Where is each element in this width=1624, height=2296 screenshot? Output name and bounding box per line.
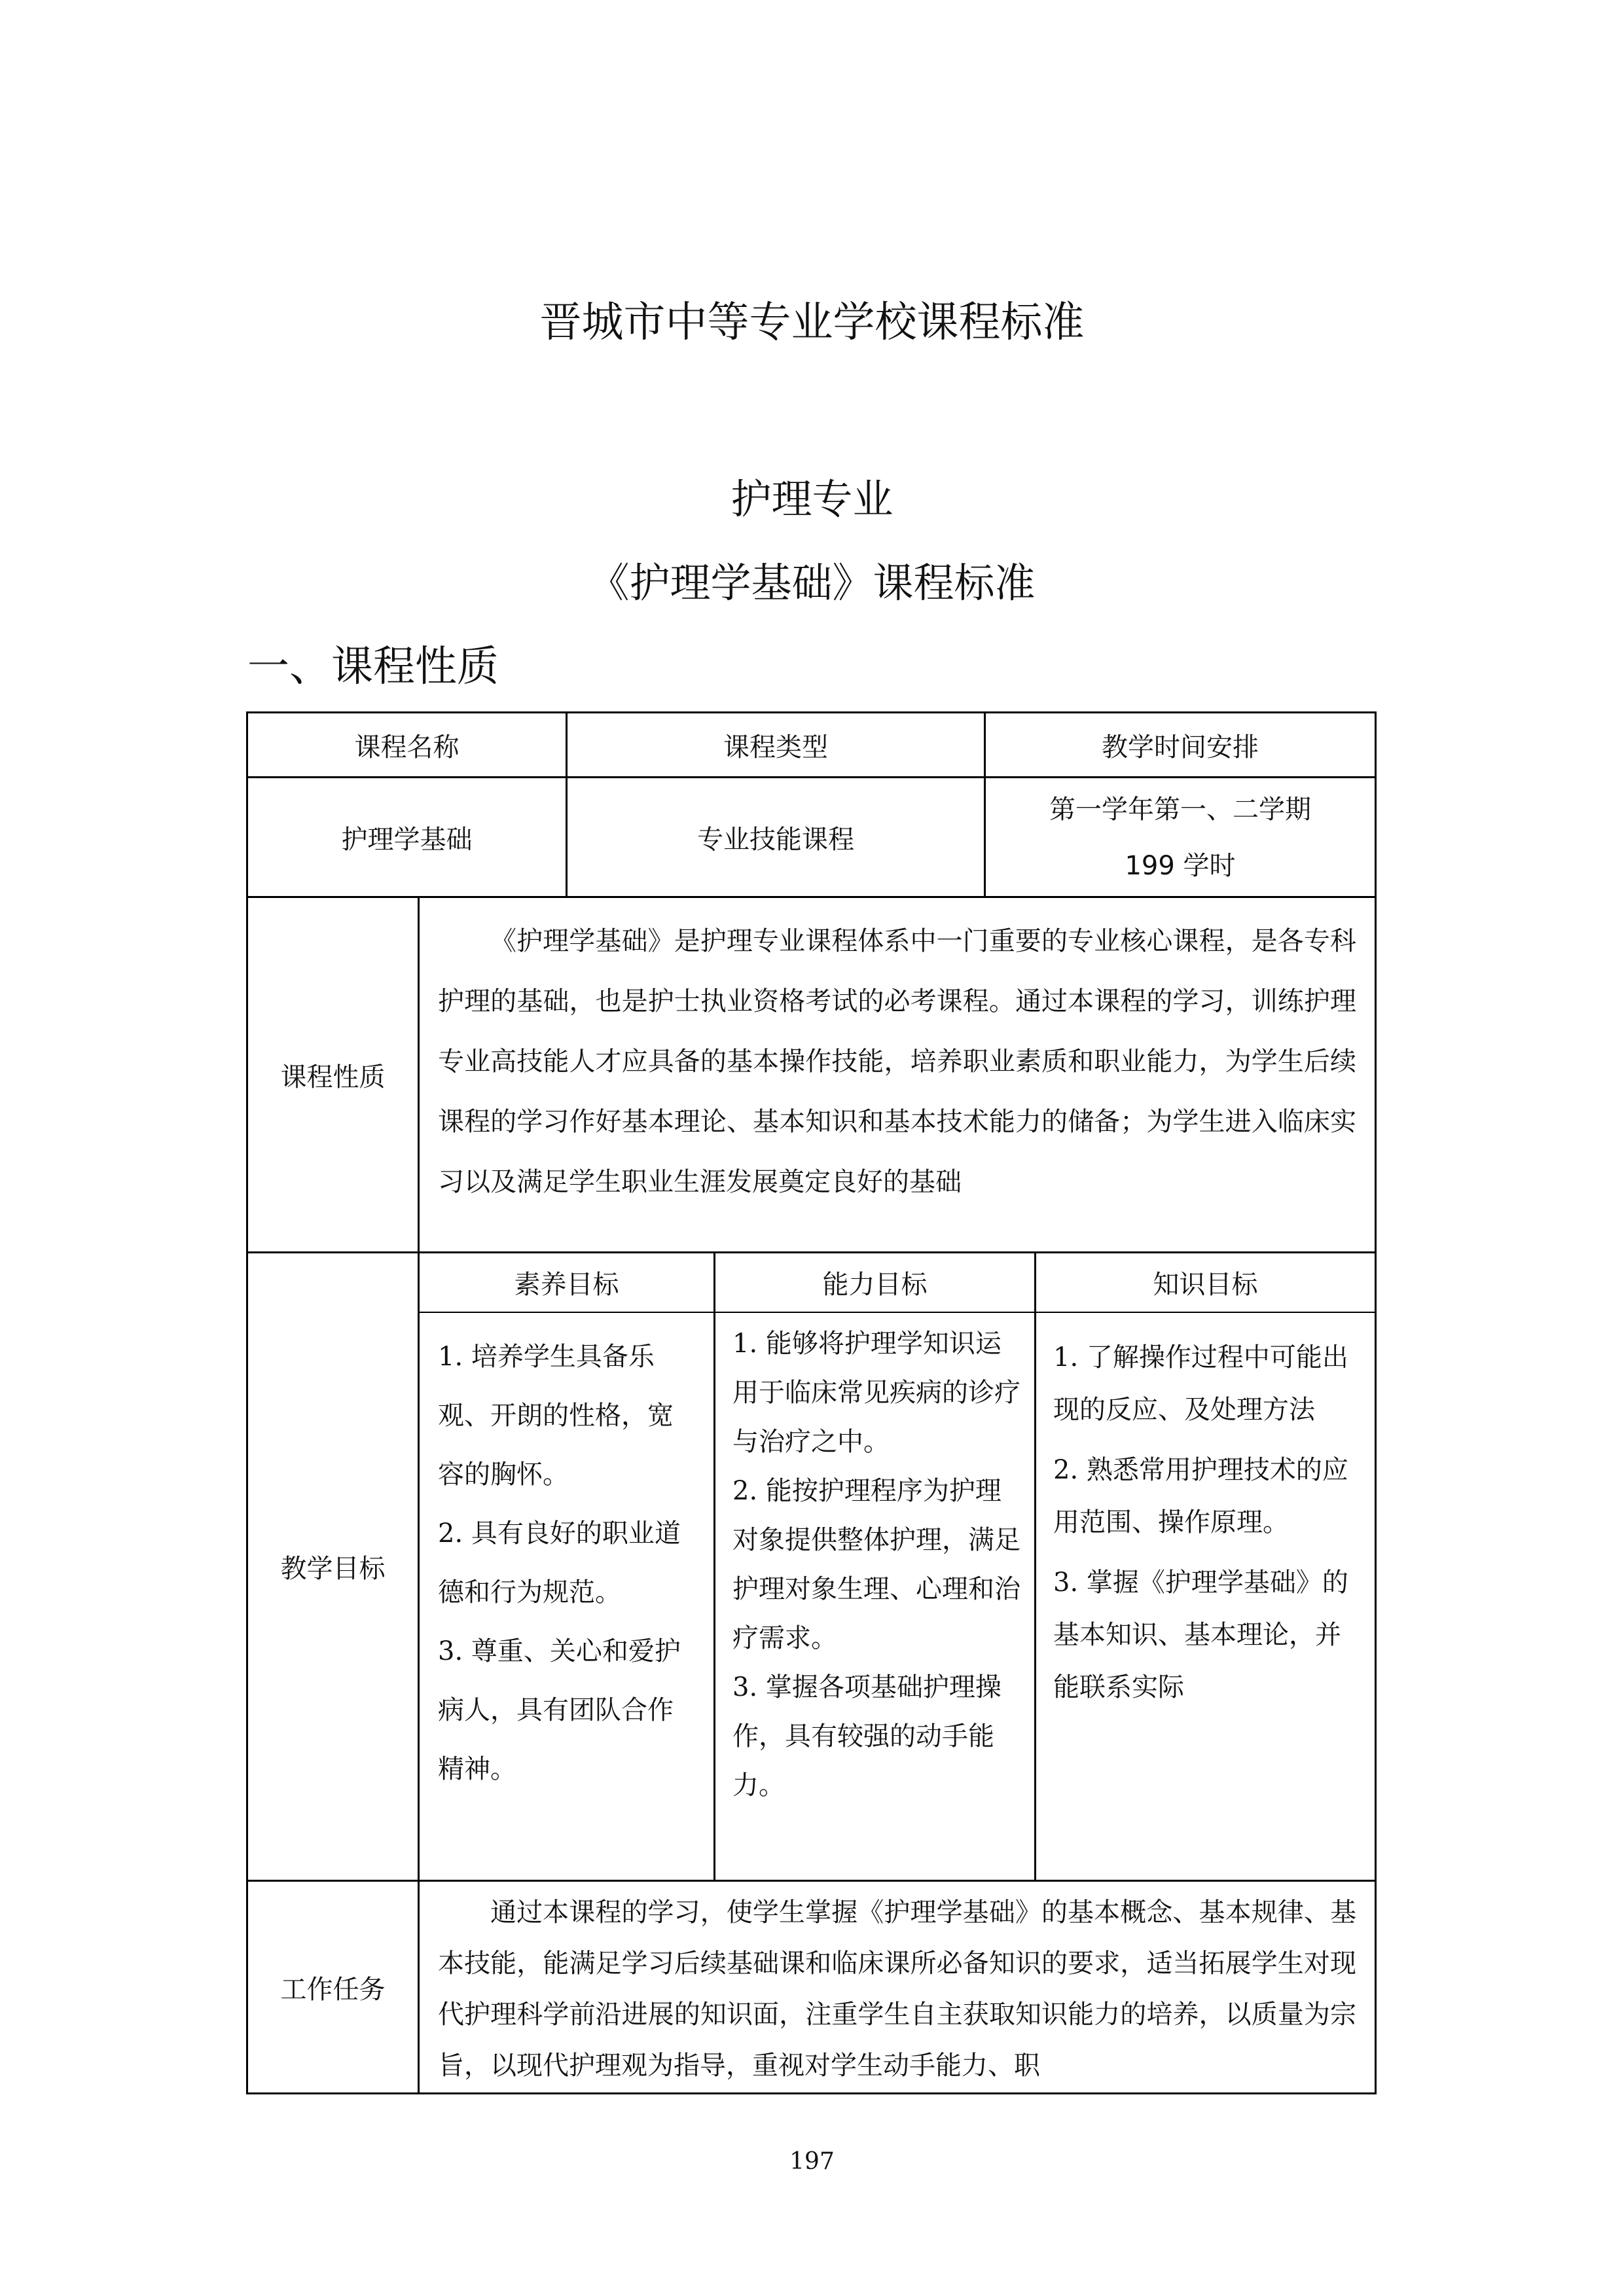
ability-goal-list [732,1319,1021,1810]
school-title: 晋城市中等专业学校课程标准 [539,298,1085,347]
course-title: 《护理学基础》课程标准 [588,559,1036,607]
header-schedule: 教学时间安排 [1102,732,1259,762]
list-item: 2. 能按护理程序为护理对象提供整体护理，满足护理对象生理、心理和治疗需求。 [732,1476,1020,1653]
header-course-name: 课程名称 [354,732,460,762]
list-item: 1. 能够将护理学知识运用于临床常见疾病的诊疗与治疗之中。 [732,1329,1020,1457]
table-rule [1375,711,1377,2094]
goals-header-knowledge: 知识目标 [1153,1270,1258,1300]
value-course-type: 专业技能课程 [697,824,854,855]
nature-cell [420,898,1375,1251]
goals-label: 教学目标 [280,1554,386,1584]
value-schedule [986,778,1375,896]
list-item: 1. 了解操作过程中可能出现的反应、及处理方法 [1053,1342,1348,1425]
goals-literacy-cell [420,1313,713,1880]
section-heading: 一、课程性质 [247,643,499,691]
goals-knowledge-cell [1036,1313,1375,1880]
list-item: 3. 掌握各项基础护理操作，具有较强的动手能力。 [732,1672,1001,1801]
list-item: 2. 熟悉常用护理技术的应用范围、操作原理。 [1053,1455,1348,1537]
schedule-hours: 199 学时 [1125,851,1236,881]
list-item: 3. 尊重、关心和爱护病人，具有团队合作精神。 [438,1636,681,1784]
list-item: 3. 掌握《护理学基础》的基本知识、基本理论，并能联系实际 [1053,1568,1348,1702]
nature-text: 《护理学基础》是护理专业课程体系中一门重要的专业核心课程，是各专科护理的基础，也是护士执业资格考试的必考课程。通过本课程的学习，训练护理专业高技能人才应具备的基本操作技能，培养职业素质和职业能力，为学生后续课程的学习作好基本理论、基本知识和基本技术能力的储备；为学生进入临床实习以及满足学生职业生涯发展奠定良好的基础 [438,926,1356,1197]
list-item: 2. 具有良好的职业道德和行为规范。 [438,1518,681,1607]
nature-label: 课程性质 [280,1062,386,1092]
literacy-goal-list [438,1327,698,1799]
table-rule [246,2092,1377,2094]
goals-ability-cell [715,1313,1034,1880]
major-title: 护理专业 [731,475,893,523]
value-course-name: 护理学基础 [341,824,473,855]
tasks-label: 工作任务 [280,1974,386,2005]
goals-header-ability: 能力目标 [822,1270,928,1300]
goals-header-literacy: 素养目标 [514,1270,619,1300]
schedule-semesters: 第一学年第一、二学期 [1049,795,1311,825]
header-course-type: 课程类型 [723,732,828,762]
tasks-cell [420,1882,1375,2092]
page-number: 197 [789,2148,835,2175]
knowledge-goal-list [1053,1331,1360,1713]
list-item: 1. 培养学生具备乐观、开朗的性格，宽容的胸怀。 [438,1342,674,1490]
tasks-text: 通过本课程的学习，使学生掌握《护理学基础》的基本概念、基本规律、基本技能，能满足学习后续基础课和临床课所必备知识的要求，适当拓展学生对现代护理科学前沿进展的知识面，注重学生自主获取知识能力的培养，以质量为宗旨，以现代护理观为指导，重视对学生动手能力、职 [438,1897,1356,2081]
